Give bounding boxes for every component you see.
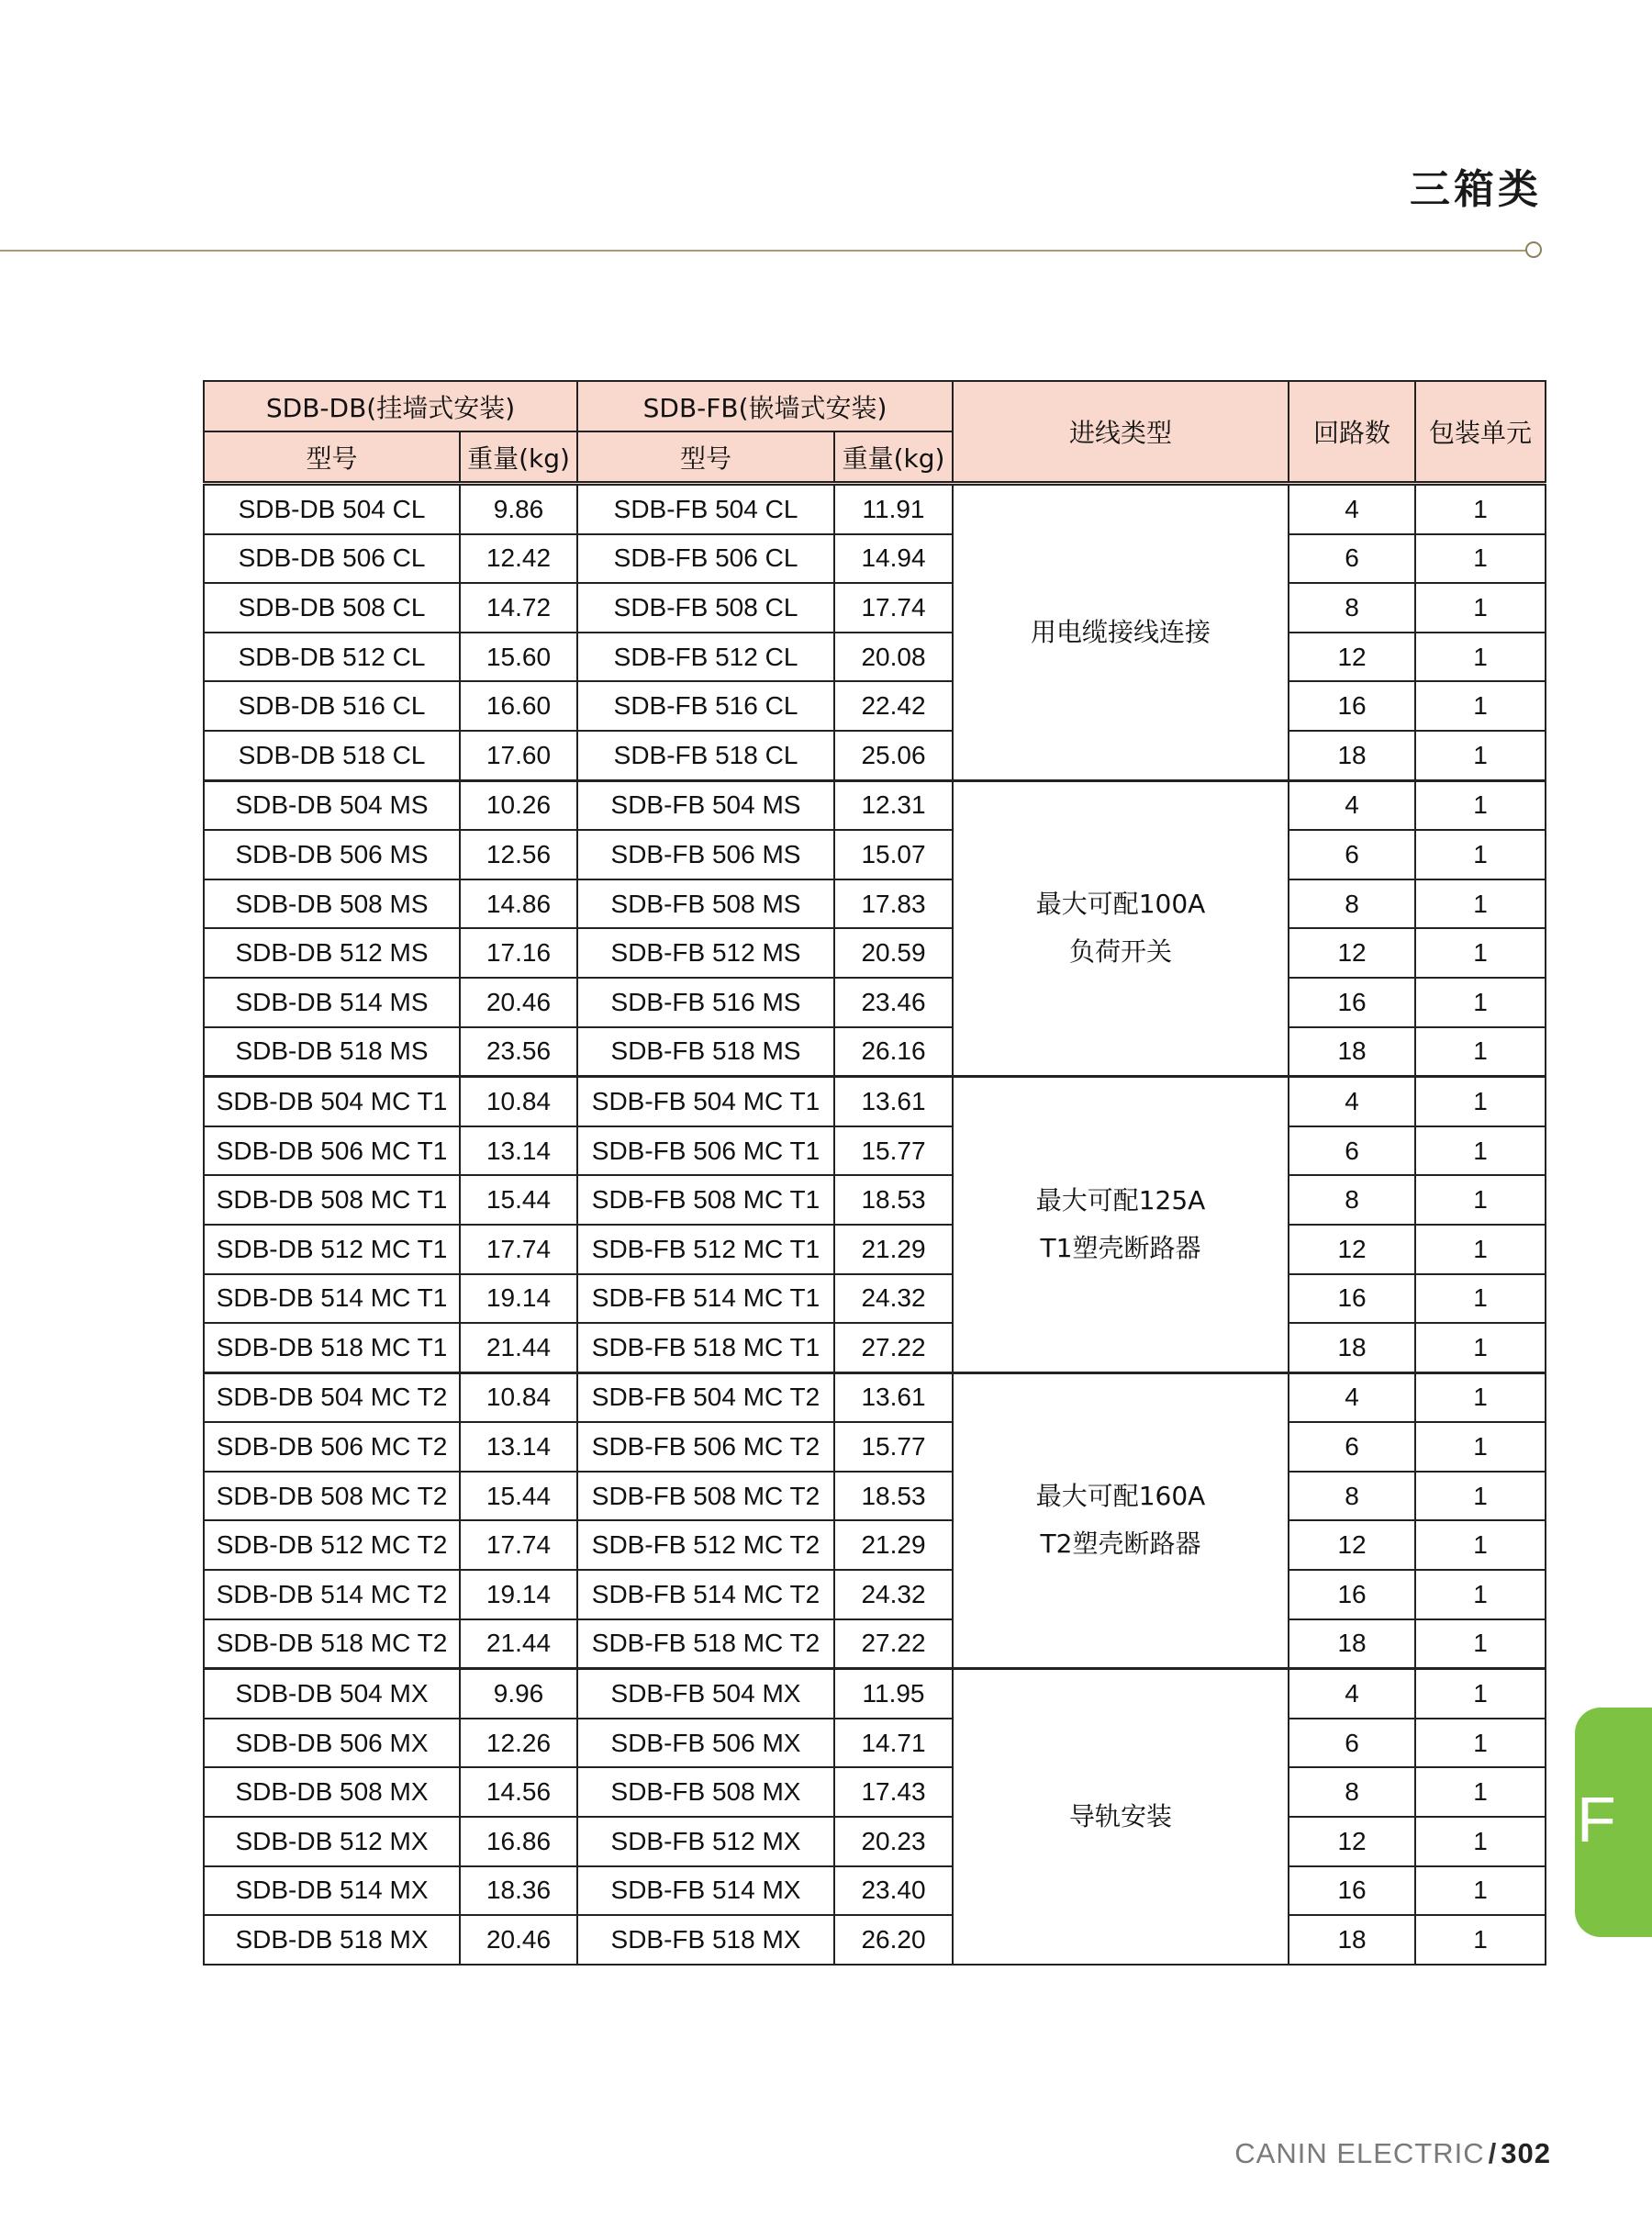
footer-brand: CANIN ELECTRIC [1234, 2137, 1485, 2169]
cell-db-model: SDB-DB 514 MC T2 [204, 1570, 460, 1619]
rule-end-dot [1525, 241, 1542, 258]
table-row [204, 583, 1546, 633]
header-fb-model: 型号 [577, 431, 834, 484]
header-circuits: 回路数 [1289, 381, 1415, 484]
cell-db-weight: 16.86 [460, 1817, 577, 1866]
cell-fb-weight: 14.71 [834, 1719, 953, 1768]
cell-db-model: SDB-DB 508 MS [204, 879, 460, 929]
table-row [204, 633, 1546, 682]
cell-db-weight: 20.46 [460, 1915, 577, 1965]
cell-package-unit: 1 [1415, 1570, 1546, 1619]
cell-circuits: 12 [1289, 1225, 1415, 1274]
table-row [204, 1866, 1546, 1916]
cell-intake-type [953, 780, 1289, 1077]
cell-package-unit: 1 [1415, 1274, 1546, 1324]
cell-package-unit: 1 [1415, 1817, 1546, 1866]
cell-db-model: SDB-DB 514 MX [204, 1866, 460, 1916]
cell-fb-model: SDB-FB 512 MC T2 [577, 1520, 834, 1570]
cell-db-model: SDB-DB 514 MS [204, 978, 460, 1027]
cell-fb-weight: 23.40 [834, 1866, 953, 1916]
cell-db-weight: 13.14 [460, 1422, 577, 1472]
cell-circuits: 8 [1289, 1767, 1415, 1817]
cell-package-unit: 1 [1415, 1767, 1546, 1817]
cell-fb-weight: 11.91 [834, 484, 953, 534]
cell-db-model: SDB-DB 512 MX [204, 1817, 460, 1866]
header-db-weight: 重量(kg) [460, 431, 577, 484]
cell-fb-weight: 22.42 [834, 681, 953, 731]
cell-db-model: SDB-DB 518 CL [204, 731, 460, 780]
cell-db-model: SDB-DB 518 MC T1 [204, 1323, 460, 1372]
cell-circuits: 16 [1289, 1570, 1415, 1619]
cell-circuits: 6 [1289, 830, 1415, 879]
table-row [204, 879, 1546, 929]
cell-package-unit: 1 [1415, 731, 1546, 780]
cell-circuits: 12 [1289, 1817, 1415, 1866]
cell-package-unit: 1 [1415, 780, 1546, 830]
cell-circuits: 8 [1289, 1472, 1415, 1521]
cell-db-model: SDB-DB 512 MS [204, 928, 460, 978]
cell-circuits: 18 [1289, 1915, 1415, 1965]
cell-package-unit: 1 [1415, 484, 1546, 534]
cell-fb-model: SDB-FB 516 CL [577, 681, 834, 731]
cell-fb-model: SDB-FB 504 MC T1 [577, 1077, 834, 1126]
intake-type-line: T2塑壳断路器 [1040, 1529, 1201, 1560]
cell-package-unit: 1 [1415, 633, 1546, 682]
cell-db-model: SDB-DB 504 CL [204, 484, 460, 534]
table-row [204, 1767, 1546, 1817]
cell-circuits: 16 [1289, 681, 1415, 731]
cell-circuits: 6 [1289, 1126, 1415, 1176]
cell-db-weight: 15.44 [460, 1175, 577, 1225]
cell-fb-weight: 21.29 [834, 1520, 953, 1570]
cell-circuits: 18 [1289, 1027, 1415, 1077]
table-row [204, 1619, 1546, 1669]
cell-db-weight: 14.56 [460, 1767, 577, 1817]
cell-fb-model: SDB-FB 512 CL [577, 633, 834, 682]
table-row [204, 1520, 1546, 1570]
intake-type-line: 用电缆接线连接 [1031, 616, 1211, 647]
cell-fb-weight: 18.53 [834, 1472, 953, 1521]
cell-circuits: 6 [1289, 1422, 1415, 1472]
cell-package-unit: 1 [1415, 1915, 1546, 1965]
cell-fb-model: SDB-FB 514 MC T2 [577, 1570, 834, 1619]
cell-db-model: SDB-DB 506 MC T2 [204, 1422, 460, 1472]
cell-db-weight: 10.26 [460, 780, 577, 830]
cell-circuits: 6 [1289, 1719, 1415, 1768]
cell-circuits: 4 [1289, 1669, 1415, 1719]
cell-circuits: 16 [1289, 1866, 1415, 1916]
cell-intake-type [953, 1669, 1289, 1965]
cell-db-weight: 20.46 [460, 978, 577, 1027]
cell-intake-type [953, 484, 1289, 781]
cell-circuits: 4 [1289, 1372, 1415, 1422]
cell-db-weight: 17.74 [460, 1520, 577, 1570]
cell-db-weight: 12.26 [460, 1719, 577, 1768]
cell-db-model: SDB-DB 512 MC T1 [204, 1225, 460, 1274]
cell-package-unit: 1 [1415, 1323, 1546, 1372]
cell-db-weight: 19.14 [460, 1274, 577, 1324]
cell-fb-model: SDB-FB 518 MC T2 [577, 1619, 834, 1669]
table-row [204, 1274, 1546, 1324]
table-header [204, 381, 1546, 484]
cell-fb-weight: 13.61 [834, 1077, 953, 1126]
cell-circuits: 18 [1289, 731, 1415, 780]
cell-circuits: 4 [1289, 780, 1415, 830]
table-row [204, 1669, 1546, 1719]
cell-package-unit: 1 [1415, 1027, 1546, 1077]
cell-package-unit: 1 [1415, 928, 1546, 978]
cell-db-model: SDB-DB 518 MC T2 [204, 1619, 460, 1669]
cell-fb-model: SDB-FB 518 MS [577, 1027, 834, 1077]
cell-fb-weight: 26.16 [834, 1027, 953, 1077]
cell-fb-model: SDB-FB 504 MS [577, 780, 834, 830]
cell-package-unit: 1 [1415, 1619, 1546, 1669]
cell-db-model: SDB-DB 506 MX [204, 1719, 460, 1768]
cell-db-weight: 21.44 [460, 1619, 577, 1669]
intake-type-line: 负荷开关 [1069, 936, 1173, 968]
cell-db-model: SDB-DB 506 MS [204, 830, 460, 879]
cell-fb-model: SDB-FB 504 CL [577, 484, 834, 534]
cell-package-unit: 1 [1415, 681, 1546, 731]
cell-circuits: 8 [1289, 583, 1415, 633]
table-row [204, 534, 1546, 584]
cell-intake-type [953, 1077, 1289, 1373]
cell-db-model: SDB-DB 514 MC T1 [204, 1274, 460, 1324]
cell-db-model: SDB-DB 512 CL [204, 633, 460, 682]
cell-db-weight: 19.14 [460, 1570, 577, 1619]
cell-db-weight: 10.84 [460, 1372, 577, 1422]
cell-fb-model: SDB-FB 508 MC T1 [577, 1175, 834, 1225]
cell-circuits: 18 [1289, 1619, 1415, 1669]
cell-fb-weight: 26.20 [834, 1915, 953, 1965]
cell-db-weight: 15.44 [460, 1472, 577, 1521]
table-row [204, 1077, 1546, 1126]
cell-circuits: 12 [1289, 928, 1415, 978]
table-row [204, 484, 1546, 534]
cell-circuits: 16 [1289, 978, 1415, 1027]
cell-db-weight: 14.86 [460, 879, 577, 929]
cell-db-weight: 15.60 [460, 633, 577, 682]
footer-separator: / [1488, 2137, 1498, 2169]
table-row [204, 681, 1546, 731]
intake-type-line: 导轨安装 [1069, 1801, 1173, 1832]
cell-db-weight: 10.84 [460, 1077, 577, 1126]
cell-db-weight: 13.14 [460, 1126, 577, 1176]
side-tab-letter: F [1577, 1784, 1616, 1855]
table-row [204, 1719, 1546, 1768]
cell-fb-model: SDB-FB 514 MX [577, 1866, 834, 1916]
cell-circuits: 4 [1289, 484, 1415, 534]
cell-package-unit: 1 [1415, 830, 1546, 879]
cell-fb-weight: 25.06 [834, 731, 953, 780]
cell-fb-weight: 18.53 [834, 1175, 953, 1225]
table-row [204, 1175, 1546, 1225]
cell-fb-weight: 17.74 [834, 583, 953, 633]
cell-fb-weight: 15.07 [834, 830, 953, 879]
cell-db-weight: 17.60 [460, 731, 577, 780]
cell-db-model: SDB-DB 504 MC T1 [204, 1077, 460, 1126]
table-row [204, 1817, 1546, 1866]
cell-fb-weight: 17.43 [834, 1767, 953, 1817]
table-body [204, 484, 1546, 1965]
cell-fb-weight: 14.94 [834, 534, 953, 584]
header-fb-weight: 重量(kg) [834, 431, 953, 484]
header-fb-group: SDB-FB(嵌墙式安装) [577, 381, 953, 431]
cell-fb-model: SDB-FB 504 MX [577, 1669, 834, 1719]
cell-db-weight: 9.86 [460, 484, 577, 534]
cell-circuits: 6 [1289, 534, 1415, 584]
cell-db-model: SDB-DB 504 MC T2 [204, 1372, 460, 1422]
cell-fb-model: SDB-FB 516 MS [577, 978, 834, 1027]
table-row [204, 928, 1546, 978]
cell-fb-weight: 27.22 [834, 1619, 953, 1669]
cell-package-unit: 1 [1415, 1372, 1546, 1422]
cell-package-unit: 1 [1415, 1866, 1546, 1916]
table-row [204, 1126, 1546, 1176]
cell-fb-model: SDB-FB 512 MS [577, 928, 834, 978]
cell-fb-weight: 12.31 [834, 780, 953, 830]
table-row [204, 1570, 1546, 1619]
cell-db-weight: 14.72 [460, 583, 577, 633]
cell-circuits: 4 [1289, 1077, 1415, 1126]
cell-fb-weight: 20.59 [834, 928, 953, 978]
page-number: 302 [1501, 2137, 1551, 2169]
cell-package-unit: 1 [1415, 978, 1546, 1027]
table-row [204, 978, 1546, 1027]
table-row [204, 1027, 1546, 1077]
section-title: 三箱类 [1410, 166, 1542, 213]
cell-db-model: SDB-DB 508 MC T2 [204, 1472, 460, 1521]
cell-db-model: SDB-DB 518 MX [204, 1915, 460, 1965]
cell-db-model: SDB-DB 504 MX [204, 1669, 460, 1719]
cell-package-unit: 1 [1415, 1422, 1546, 1472]
cell-circuits: 8 [1289, 879, 1415, 929]
cell-package-unit: 1 [1415, 1719, 1546, 1768]
cell-package-unit: 1 [1415, 534, 1546, 584]
cell-db-model: SDB-DB 518 MS [204, 1027, 460, 1077]
spec-table [203, 380, 1546, 1966]
cell-package-unit: 1 [1415, 1472, 1546, 1521]
cell-db-model: SDB-DB 516 CL [204, 681, 460, 731]
cell-db-model: SDB-DB 506 MC T1 [204, 1126, 460, 1176]
cell-fb-model: SDB-FB 504 MC T2 [577, 1372, 834, 1422]
cell-package-unit: 1 [1415, 1175, 1546, 1225]
cell-db-model: SDB-DB 506 CL [204, 534, 460, 584]
cell-db-weight: 16.60 [460, 681, 577, 731]
cell-db-model: SDB-DB 504 MS [204, 780, 460, 830]
intake-type-line: 最大可配160A [1035, 1481, 1206, 1512]
cell-package-unit: 1 [1415, 583, 1546, 633]
cell-fb-weight: 24.32 [834, 1274, 953, 1324]
cell-fb-model: SDB-FB 514 MC T1 [577, 1274, 834, 1324]
cell-circuits: 8 [1289, 1175, 1415, 1225]
table-row [204, 1915, 1546, 1965]
table-row [204, 1422, 1546, 1472]
cell-db-weight: 12.42 [460, 534, 577, 584]
cell-intake-type [953, 1372, 1289, 1669]
cell-fb-model: SDB-FB 506 MC T2 [577, 1422, 834, 1472]
cell-fb-model: SDB-FB 518 MC T1 [577, 1323, 834, 1372]
cell-fb-weight: 17.83 [834, 879, 953, 929]
intake-type-line: T1塑壳断路器 [1040, 1232, 1201, 1263]
cell-circuits: 12 [1289, 1520, 1415, 1570]
header-rule [0, 250, 1525, 252]
cell-db-weight: 17.16 [460, 928, 577, 978]
table-row [204, 731, 1546, 780]
cell-db-weight: 9.96 [460, 1669, 577, 1719]
cell-db-weight: 23.56 [460, 1027, 577, 1077]
cell-fb-weight: 20.08 [834, 633, 953, 682]
header-package-unit: 包装单元 [1415, 381, 1546, 484]
cell-fb-weight: 24.32 [834, 1570, 953, 1619]
cell-fb-weight: 15.77 [834, 1126, 953, 1176]
cell-fb-model: SDB-FB 506 CL [577, 534, 834, 584]
cell-fb-model: SDB-FB 506 MC T1 [577, 1126, 834, 1176]
cell-package-unit: 1 [1415, 1126, 1546, 1176]
header-db-group: SDB-DB(挂墙式安装) [204, 381, 577, 431]
cell-fb-model: SDB-FB 508 MC T2 [577, 1472, 834, 1521]
table-row [204, 1372, 1546, 1422]
cell-fb-model: SDB-FB 508 MS [577, 879, 834, 929]
cell-package-unit: 1 [1415, 1669, 1546, 1719]
cell-fb-model: SDB-FB 512 MC T1 [577, 1225, 834, 1274]
cell-fb-weight: 15.77 [834, 1422, 953, 1472]
cell-fb-model: SDB-FB 508 CL [577, 583, 834, 633]
intake-type-line: 最大可配125A [1035, 1184, 1206, 1215]
table-row [204, 1472, 1546, 1521]
table-row [204, 830, 1546, 879]
cell-db-weight: 18.36 [460, 1866, 577, 1916]
cell-fb-model: SDB-FB 518 MX [577, 1915, 834, 1965]
cell-db-weight: 21.44 [460, 1323, 577, 1372]
intake-type-line: 最大可配100A [1035, 889, 1206, 920]
cell-fb-weight: 27.22 [834, 1323, 953, 1372]
table-row [204, 1225, 1546, 1274]
cell-fb-weight: 23.46 [834, 978, 953, 1027]
cell-circuits: 12 [1289, 633, 1415, 682]
cell-fb-weight: 11.95 [834, 1669, 953, 1719]
cell-db-model: SDB-DB 508 MX [204, 1767, 460, 1817]
table-row [204, 1323, 1546, 1372]
cell-circuits: 18 [1289, 1323, 1415, 1372]
cell-package-unit: 1 [1415, 1520, 1546, 1570]
page-footer [1234, 2137, 1551, 2170]
cell-package-unit: 1 [1415, 879, 1546, 929]
cell-circuits: 16 [1289, 1274, 1415, 1324]
cell-db-model: SDB-DB 508 CL [204, 583, 460, 633]
cell-fb-model: SDB-FB 512 MX [577, 1817, 834, 1866]
cell-fb-weight: 13.61 [834, 1372, 953, 1422]
cell-db-model: SDB-DB 508 MC T1 [204, 1175, 460, 1225]
cell-package-unit: 1 [1415, 1077, 1546, 1126]
table-row [204, 780, 1546, 830]
header-intake-type: 进线类型 [953, 381, 1289, 484]
cell-fb-model: SDB-FB 518 CL [577, 731, 834, 780]
cell-package-unit: 1 [1415, 1225, 1546, 1274]
cell-fb-model: SDB-FB 506 MS [577, 830, 834, 879]
cell-fb-model: SDB-FB 506 MX [577, 1719, 834, 1768]
cell-db-weight: 12.56 [460, 830, 577, 879]
header-db-model: 型号 [204, 431, 460, 484]
cell-db-weight: 17.74 [460, 1225, 577, 1274]
cell-fb-weight: 21.29 [834, 1225, 953, 1274]
cell-db-model: SDB-DB 512 MC T2 [204, 1520, 460, 1570]
cell-fb-model: SDB-FB 508 MX [577, 1767, 834, 1817]
cell-fb-weight: 20.23 [834, 1817, 953, 1866]
